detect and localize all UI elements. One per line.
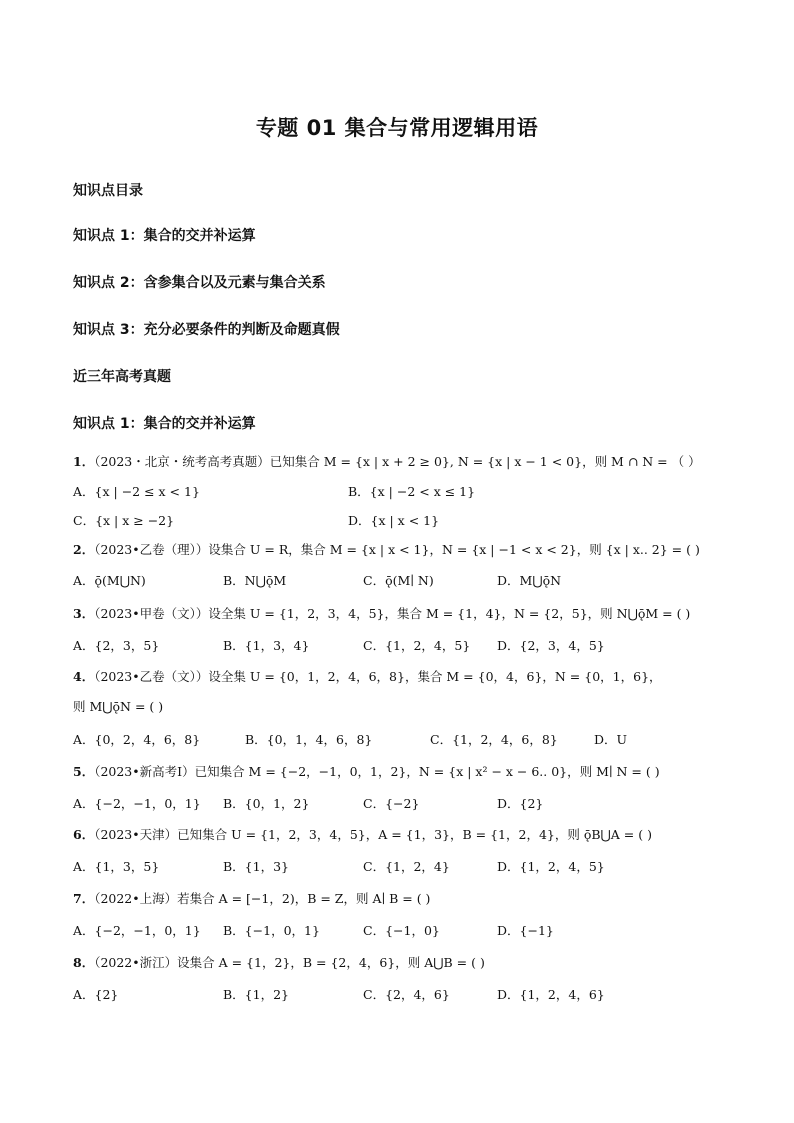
option-c: C．ǭ(M∣ N) [363,573,434,588]
question-number: 1． [73,454,95,469]
question-4-continued: 则 M⋃ǭN = ( ) [73,699,164,714]
question-text: （2023・北京・统考高考真题）已知集合 M = {x | x + 2 ≥ 0}, N = {x | x − 1 < 0}，则 M ∩ N = （ ） [94,454,701,469]
question-text: （2022•浙江）设集合 A = {1，2}，B = {2，4，6}，则 A⋃B = ( ) [94,955,485,970]
option-a: A．{−2，−1，0，1} [73,796,201,811]
option-c: C．{−2} [363,796,420,811]
option-b: B．{1，3，4} [223,638,310,653]
question-number: 4． [73,669,95,684]
question-text: （2023•甲卷（文））设全集 U = {1，2，3，4，5}，集合 M = {1，4}，N = {2，5}，则 N⋃ǭM = ( ) [94,606,691,621]
question-text: （2023•乙卷（理））设集合 U = R，集合 M = {x | x < 1}，N = {x | −1 < x < 2}，则 {x | x.. 2} = ( ) [94,542,700,557]
question-8 [73,953,485,971]
option-d: D．U [594,732,628,747]
option-b: B．{x | −2 < x ≤ 1} [348,484,476,499]
option-a: A．{1，3，5} [73,859,160,874]
option-c: C．{1，2，4，5} [363,638,471,653]
option-a: A．{−2，−1，0，1} [73,923,201,938]
question-text: （2023•乙卷（文））设全集 U = {0，1，2，4，6，8}，集合 M = {0，4，6}，N = {0，1，6}， [94,669,662,684]
option-d: D．{2} [497,796,544,811]
option-a: A．{0，2，4，6，8} [73,732,201,747]
question-number: 5． [73,764,95,779]
question-number: 6． [73,827,95,842]
option-c: C．{2，4，6} [363,987,450,1002]
option-b: B．N⋃ǭM [223,573,287,588]
option-a: A．ǭ(M⋃N) [73,573,146,588]
option-c: C．{−1，0} [363,923,440,938]
option-c: C．{1，2，4} [363,859,450,874]
question-number: 2． [73,542,95,557]
question-number: 7． [73,891,95,906]
option-b: B．{1，3} [223,859,289,874]
question-6 [73,825,652,843]
option-c: C．{x | x ≥ −2} [73,513,175,528]
option-a: A．{x | −2 ≤ x < 1} [73,484,200,499]
question-2 [73,540,700,558]
question-4 [73,667,662,685]
option-d: D．{1，2，4，5} [497,859,605,874]
option-b: B．{1，2} [223,987,289,1002]
question-text: （2023•新高考Ⅰ）已知集合 M = {−2，−1，0，1，2}，N = {x | x² − x − 6.. 0}，则 M∣ N = ( ) [94,764,660,779]
question-number: 3． [73,606,95,621]
question-text: （2023•天津）已知集合 U = {1，2，3，4，5}，A = {1，3}，B = {1，2，4}，则 ǭB⋃A = ( ) [94,827,652,842]
option-d: D．{2，3，4，5} [497,638,605,653]
toc-item-3: 知识点 3：充分必要条件的判断及命题真假 [73,322,340,338]
question-7 [73,889,430,907]
section-heading: 知识点 1：集合的交并补运算 [73,416,256,432]
option-a: A．{2} [73,987,119,1002]
page-title: 专题 01 集合与常用逻辑用语 [255,116,539,140]
option-d: D．M⋃ǭN [497,573,562,588]
option-d: D．{−1} [497,923,554,938]
option-b: B．{0，1，4，6，8} [245,732,373,747]
toc-item-1: 知识点 1：集合的交并补运算 [73,228,256,244]
option-b: B．{−1，0，1} [223,923,320,938]
option-d: D．{1，2，4，6} [497,987,605,1002]
toc-heading: 知识点目录 [73,183,143,199]
toc-item-2: 知识点 2：含参集合以及元素与集合关系 [73,275,326,291]
question-1 [73,452,701,470]
exam-heading: 近三年高考真题 [73,369,171,385]
option-a: A．{2，3，5} [73,638,160,653]
question-5 [73,762,660,780]
option-c: C．{1，2，4，6，8} [430,732,558,747]
option-b: B．{0，1，2} [223,796,310,811]
option-d: D．{x | x < 1} [348,513,440,528]
question-3 [73,604,690,622]
question-text: （2022•上海）若集合 A = [−1，2)，B = Z，则 A∣ B = ( ) [94,891,431,906]
question-number: 8． [73,955,95,970]
